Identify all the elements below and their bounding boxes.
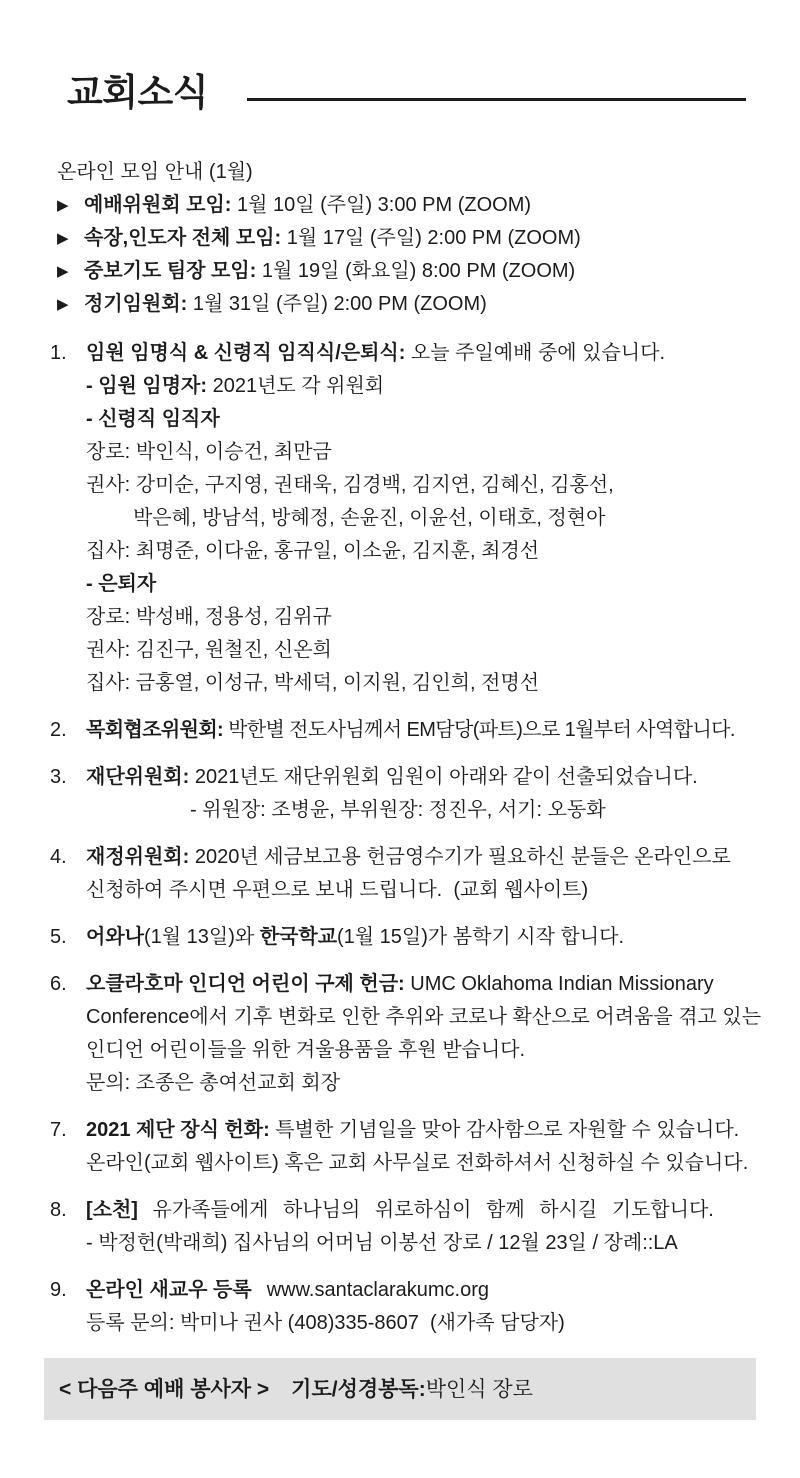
clergy-deacons-line: 집사: 최명준, 이다윤, 홍규일, 이소윤, 김지훈, 최경선 <box>86 540 540 562</box>
item-body <box>86 1194 756 1260</box>
appointee-line <box>86 370 756 403</box>
meeting-detail: 1월 17일 (주일) 2:00 PM (ZOOM) <box>281 227 581 249</box>
item-body <box>86 1114 756 1180</box>
retiree-label: - 은퇴자 <box>86 573 157 595</box>
awana-date: (1월 13일)와 <box>143 926 260 948</box>
item-number: 1. <box>50 342 67 364</box>
item-number: 5. <box>50 926 67 948</box>
announcement-item-6 <box>50 968 762 1100</box>
item-title-line <box>86 337 756 370</box>
item-title: 목회협조위원회: <box>86 719 224 741</box>
next-week-label: < 다음주 예배 봉사자 > <box>59 1377 270 1401</box>
item-text-line-1: 유가족들에게 하나님의 위로하심이 함께 하시길 기도합니다. <box>137 1199 714 1221</box>
meeting-row-prayer-team <box>57 255 756 288</box>
retiree-label-line <box>86 568 756 601</box>
announcement-item-7 <box>50 1114 756 1180</box>
item-title: 2021 제단 장식 헌화: <box>86 1119 270 1141</box>
meeting-text <box>84 222 581 255</box>
item-title-line <box>86 714 756 747</box>
clergy-elders-line: 장로: 박인식, 이승건, 최만금 <box>86 441 332 463</box>
item-text-line-3: 인디언 어린이들을 위한 겨울용품을 후원 받습니다. <box>86 1039 526 1061</box>
announcement-item-2 <box>50 714 756 747</box>
meeting-row-cell-leaders <box>57 222 756 255</box>
prayer-reading-label: 기도/성경봉독: <box>291 1377 426 1401</box>
page-header <box>67 70 756 116</box>
item-title: 온라인 새교우 등록 <box>86 1279 252 1301</box>
item-title: 오클라호마 인디언 어린이 구제 헌금: <box>86 973 405 995</box>
item-text-line-2: - 박정헌(박래희) 집사님의 어머님 이봉선 장로 / 12월 23일 / 장례::LA <box>86 1232 678 1254</box>
item-body <box>86 714 756 747</box>
prayer-reading-name: 박인식 장로 <box>425 1377 533 1401</box>
clergy-kwonsa-line-2: 박은혜, 방남석, 방혜정, 손윤진, 이윤선, 이태호, 정현아 <box>133 507 606 529</box>
item-number: 3. <box>50 766 67 788</box>
meeting-text <box>84 189 531 222</box>
korean-school-label: 한국학교 <box>259 926 338 948</box>
page-title: 교회소식 <box>67 72 208 113</box>
meeting-text <box>84 255 575 288</box>
item-text-line-1: 2020년 세금보고용 헌금영수기가 필요하신 분들은 온라인으로 <box>189 846 731 868</box>
item-title: 재정위원회: <box>86 846 190 868</box>
item-title-line <box>86 921 756 954</box>
korean-school-date: (1월 15일)가 봄학기 시작 합니다. <box>337 926 625 948</box>
item-text: 박한별 전도사님께서 EM담당(파트)으로 1월부터 사역합니다. <box>223 719 735 741</box>
item-text-line-2: Conference에서 기후 변화로 인한 추위와 코로나 확산으로 어려움을 겪고 있는 <box>86 1006 762 1028</box>
item-text-line-1: 특별한 기념일을 맞아 감사함으로 자원할 수 있습니다. <box>269 1119 740 1141</box>
item-contact-line: 문의: 조종은 총여선교회 회장 <box>86 1072 341 1094</box>
announcement-item-9 <box>50 1274 756 1340</box>
item-body <box>86 968 762 1100</box>
appointee-label: - 임원 임명자: <box>86 375 208 397</box>
meeting-label: 중보기도 팀장 모임: <box>84 260 257 282</box>
retiree-kwonsa-line: 권사: 김진구, 원철진, 신온희 <box>86 639 332 661</box>
item-body <box>86 337 756 700</box>
announcements-section <box>50 337 762 1340</box>
retiree-elders-line: 장로: 박성배, 정용성, 김위규 <box>86 606 332 628</box>
item-number: 4. <box>50 846 67 868</box>
triangle-bullet-icon: ▶ <box>57 263 69 280</box>
item-number: 6. <box>50 973 67 995</box>
item-title-line <box>86 968 756 1001</box>
item-number: 2. <box>50 719 67 741</box>
clergy-label-line <box>86 403 756 436</box>
item-body <box>86 841 756 907</box>
meeting-row-officers <box>57 288 756 321</box>
triangle-bullet-icon: ▶ <box>57 296 69 313</box>
awana-label: 어와나 <box>86 926 144 948</box>
item-text-line-1: UMC Oklahoma Indian Missionary <box>404 973 714 995</box>
meeting-text <box>84 288 487 321</box>
item-text-line-2: 온라인(교회 웹사이트) 혹은 교회 사무실로 전화하셔서 신청하실 수 있습니다. <box>86 1152 749 1174</box>
item-title-line <box>86 841 756 874</box>
next-week-servers-bar <box>44 1358 756 1420</box>
meeting-detail: 1월 10일 (주일) 3:00 PM (ZOOM) <box>231 194 532 216</box>
item-body <box>86 921 756 954</box>
church-website-url: www.santaclarakumc.org <box>266 1279 489 1301</box>
item-title: 재단위원회: <box>86 766 190 788</box>
item-contact-line: 등록 문의: 박미나 권사 (408)335-8607 (새가족 담당자) <box>86 1312 565 1334</box>
announcement-item-8 <box>50 1194 756 1260</box>
announcement-item-3 <box>50 761 756 827</box>
meeting-label: 정기임원회: <box>84 293 188 315</box>
announcement-item-5 <box>50 921 756 954</box>
title-rule <box>247 98 746 101</box>
item-title-line <box>86 1114 756 1147</box>
clergy-kwonsa-line-1: 권사: 강미순, 구지영, 권태욱, 김경백, 김지연, 김혜신, 김홍선, <box>86 474 614 496</box>
item-title-line <box>86 1194 756 1227</box>
meeting-label: 예배위원회 모임: <box>84 194 232 216</box>
retiree-deacons-line: 집사: 금홍열, 이성규, 박세덕, 이지원, 김인희, 전명선 <box>86 672 540 694</box>
item-text: 2021년도 재단위원회 임원이 아래와 같이 선출되었습니다. <box>189 766 698 788</box>
triangle-bullet-icon: ▶ <box>57 197 69 214</box>
appointee-value: 2021년도 각 위원회 <box>207 375 385 397</box>
item-body <box>86 761 756 827</box>
item-title: [소천] <box>86 1199 138 1221</box>
foundation-officers-line: - 위원장: 조병윤, 부위원장: 정진우, 서기: 오동화 <box>190 799 606 821</box>
item-body <box>86 1274 756 1340</box>
meeting-detail: 1월 19일 (화요일) 8:00 PM (ZOOM) <box>256 260 576 282</box>
announcement-item-1 <box>50 337 756 700</box>
announcement-item-4 <box>50 841 756 907</box>
item-number: 7. <box>50 1119 67 1141</box>
item-title: 임원 임명식 & 신령직 임직식/은퇴식: <box>86 342 406 364</box>
triangle-bullet-icon: ▶ <box>57 230 69 247</box>
meeting-row-worship-committee <box>57 189 756 222</box>
clergy-label: - 신령직 임직자 <box>86 408 220 430</box>
meeting-detail: 1월 31일 (주일) 2:00 PM (ZOOM) <box>187 293 487 315</box>
item-intro: 오늘 주일예배 중에 있습니다. <box>405 342 665 364</box>
online-meetings-heading: 온라인 모임 안내 (1월) <box>57 161 253 183</box>
item-number: 9. <box>50 1279 67 1301</box>
online-meetings-section <box>50 156 756 321</box>
item-number: 8. <box>50 1199 67 1221</box>
item-text-line-2: 신청하여 주시면 우편으로 보내 드립니다. (교회 웹사이트) <box>86 879 589 901</box>
item-title-line <box>86 761 756 794</box>
item-title-line <box>86 1274 756 1307</box>
meeting-label: 속장,인도자 전체 모임: <box>84 227 282 249</box>
